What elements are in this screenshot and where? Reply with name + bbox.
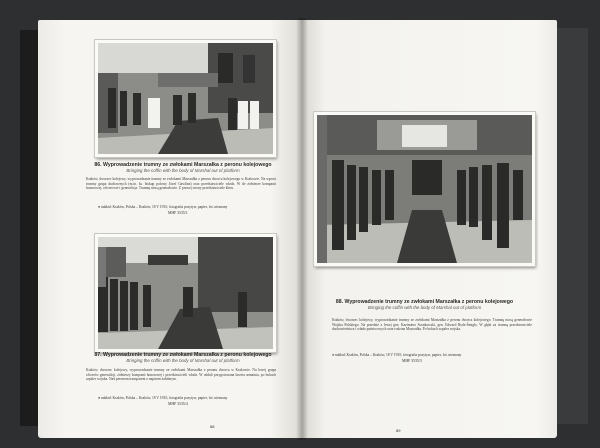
right-page [302, 20, 557, 438]
caption-87-subtitle: Bringing the coffin with the body of Marshal out of platform [126, 358, 240, 363]
caption-86-subtitle: Bringing the coffin with the body of Marshal out of platform [126, 168, 240, 173]
body-88: Kraków, dworzec kolejowy, wyprowadzanie trumny ze zwłokami Marszałka z peronu dworca kolejowego. Trumnę niosą generałowie Wojska Polskiego. Na przedzie z lewej gen. Kazimierz Sosnkowski, gen. Edward Rydz-Śmigły. W głębi za trumną przedstawiciele duchowieństwa i władz państwowych oraz rodzina Marszałka. Po bokach szpaler wojska. [332, 318, 532, 332]
left-page [38, 20, 302, 438]
book-gutter [296, 18, 308, 440]
caption-88-title: 88. Wyprowadzenie trumny ze zwłokami Marszałka z peronu kolejowego [335, 299, 514, 305]
caption-87-title: 87. Wyprowadzenie trumny ze zwłokami Marszałka z peronu kolejowego [94, 352, 272, 358]
photo-87 [95, 234, 276, 352]
page-number-right: 89 [396, 428, 401, 433]
inventory-87: MHF 3535/4 [168, 402, 188, 406]
meta-86: ● nakład: Kraków, Polska – Kraków, 18 V 1935; fotografia pozytyw, papier, fot. nieznany [98, 205, 228, 209]
photo-88 [314, 112, 535, 266]
photo-87-image [98, 237, 273, 349]
body-86: Kraków, dworzec kolejowy, wyprowadzanie trumny ze zwłokami Marszałka z peronu dworca kolejowego w Krakowie. Na wprost trumny grupa duchownych (m.in. ks. biskup polowy Józef Gawlina) oraz przedstawiciele władz. W tle żołnierze kompanii honorowej, oficerowie i generalicja. Trumnę niosą generałowie. Z prawej strony przedstawiciele kleru. [86, 177, 276, 191]
book-shadow-right [556, 28, 588, 424]
inventory-88: MHF 3535/3 [402, 359, 422, 363]
caption-88 [312, 299, 537, 311]
inventory-86: MHF 3535/1 [168, 211, 188, 215]
caption-88-subtitle: Bringing the coffin with the body of Marshal out of platform [367, 305, 482, 310]
body-87: Kraków, dworzec kolejowy, wyprowadzanie trumny ze zwłokami Marszałka z peronu dworca w Krakowie. Na lewej grupa oficerów generalicji, żołnierzy kompanii honorowej i przedstawicieli władz. W oddali przygotowana laweta armatnia, po bokach szpaler wojska. Nad peronem transparent z napisem żałobnym. [86, 368, 276, 382]
meta-87: ● nakład: Kraków, Polska – Kraków, 18 V 1935; fotografia pozytyw, papier, fot. nieznany [98, 396, 228, 400]
caption-86 [78, 162, 288, 174]
photo-86 [95, 40, 276, 157]
caption-86-title: 86. Wyprowadzenie trumny ze zwłokami Marszałka z peronu kolejowego [94, 162, 272, 168]
photo-86-image [98, 43, 273, 154]
photo-88-image [317, 115, 532, 263]
caption-87 [78, 352, 288, 364]
meta-88: ● nakład: Kraków, Polska – Kraków, 18 V 1935; fotografia pozytyw, papier, fot. nieznany [332, 353, 462, 357]
page-number-left: 88 [210, 424, 215, 429]
